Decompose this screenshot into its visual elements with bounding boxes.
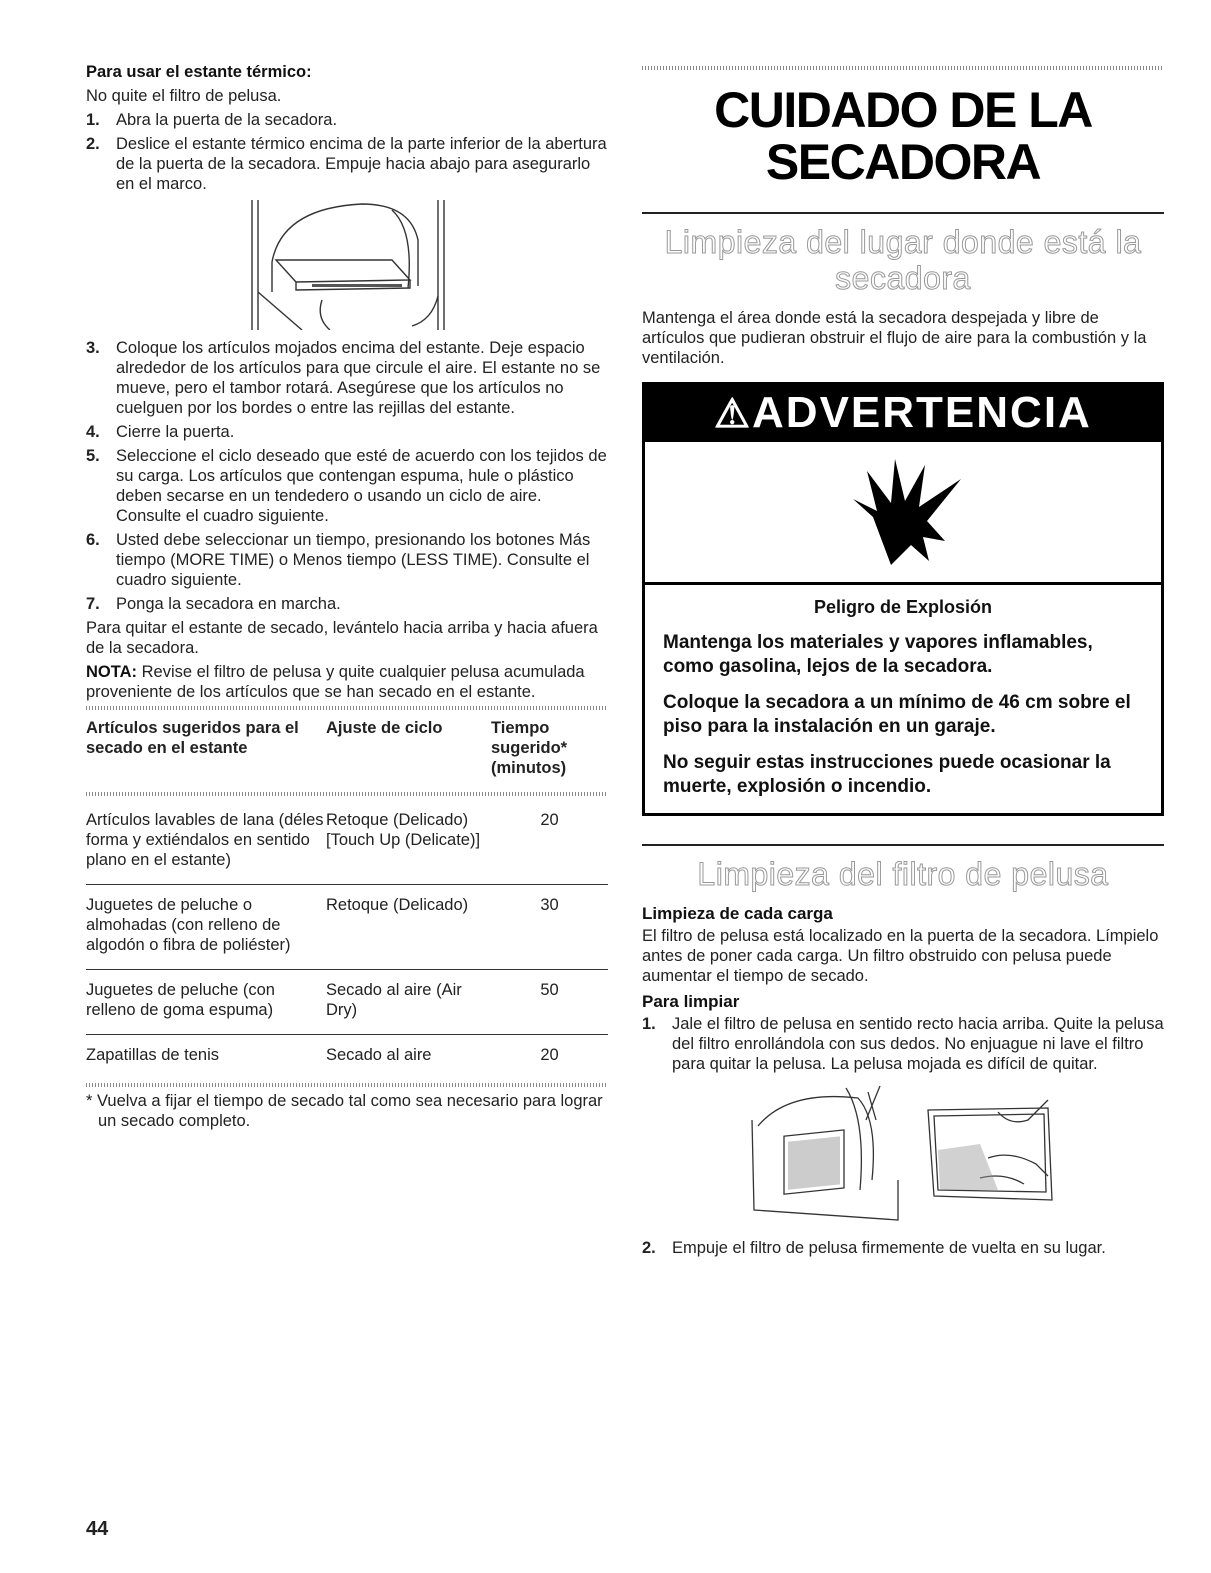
warning-body [645, 585, 1161, 813]
list-item: 4. Cierre la puerta. [86, 423, 235, 441]
table-row: Artículos lavables de lana (déles forma y extiéndalos en sentido plano en el estante) Retoque (Delicado) [Touch Up (Delicate)] 20 [86, 800, 608, 885]
list-item: 1. Abra la puerta de la secadora. [86, 111, 338, 129]
table-header-items: Artículos sugeridos para el secado en el estante [86, 719, 299, 757]
rack-heading: Para usar el estante térmico: [86, 63, 312, 81]
table-header-cycle: Ajuste de ciclo [326, 719, 443, 737]
warning-line: Coloque la secadora a un mínimo de 46 cm sobre el piso para la instalación en un garaje. [663, 692, 1131, 737]
right-column [642, 62, 1164, 1262]
table-row: Zapatillas de tenis Secado al aire 20 [86, 1046, 559, 1064]
lint-filter-illustration [748, 1080, 1058, 1230]
left-column [86, 62, 608, 1135]
location-text: Mantenga el área donde está la secadora despejada y libre de artículos que pudieran obstruir el flujo de aire para la combustión y la ventilación. [642, 309, 1147, 367]
warning-line: No seguir estas instrucciones puede ocasionar la muerte, explosión o incendio. [663, 752, 1111, 797]
list-item: 5. Seleccione el ciclo deseado que esté de acuerdo con los tejidos de su carga. Los artículos que contengan espuma, hule o plástico deben secarse en un tendedero o usando un ciclo de aire. Consulte el cuadro siguiente. [86, 447, 607, 525]
subheading-to-clean: Para limpiar [642, 992, 740, 1011]
list-item: 2. Deslice el estante térmico encima de la parte inferior de la abertura de la puerta de la secadora. Empuje hacia abajo para asegurarlo en el marco. [86, 135, 607, 193]
title-top-rule [642, 66, 1164, 70]
section-divider [642, 212, 1164, 214]
warning-line: Mantenga los materiales y vapores inflamables, como gasolina, lejos de la secadora. [663, 632, 1093, 677]
remove-rack-text: Para quitar el estante de secado, levántelo hacia arriba y hacia afuera de la secadora. [86, 619, 598, 657]
list-item: 3. Coloque los artículos mojados encima del estante. Deje espacio alrededor de los artículos para que circule el aire. El estante no se mueve, pero el tambor rotará. Asegúrese que los artículos no cuelguen por los bordes o entre las rejillas del estante. [86, 339, 601, 417]
each-load-text: El filtro de pelusa está localizado en la puerta de la secadora. Límpielo antes de poner cada carga. Un filtro obstruido con pelusa puede aumentar el tiempo de secado. [642, 927, 1159, 985]
table-bottom-rule [86, 1083, 608, 1087]
warning-box [642, 382, 1164, 816]
list-item: 7. Ponga la secadora en marcha. [86, 595, 341, 613]
section-heading-location: Limpieza del lugar donde está la secadora [664, 224, 1142, 296]
rack-drying-table [86, 714, 608, 1079]
rack-steps-a [86, 110, 608, 194]
warning-triangle-icon: ⚠ [714, 392, 753, 436]
table-row: Juguetes de peluche (con relleno de goma espuma) Secado al aire (Air Dry) 50 [86, 970, 608, 1035]
table-row: Juguetes de peluche o almohadas (con relleno de algodón o fibra de poliéster) Retoque (Delicado) 30 [86, 885, 608, 970]
warning-danger-label: Peligro de Explosión [813, 597, 993, 617]
page-number: 44 [86, 1518, 109, 1540]
subheading-each-load: Limpieza de cada carga [642, 904, 833, 923]
warning-header: ⚠ADVERTENCIA [645, 385, 1161, 442]
table-header-time: Tiempo sugerido* (minutos) [491, 719, 568, 777]
table-header-rule [86, 792, 608, 796]
rack-intro: No quite el filtro de pelusa. [86, 87, 282, 105]
list-item: 2. Empuje el filtro de pelusa firmemente de vuelta en su lugar. [642, 1239, 1106, 1257]
table-footnote: * Vuelva a fijar el tiempo de secado tal como sea necesario para lograr un secado completo. [86, 1092, 603, 1130]
list-item: 1. Jale el filtro de pelusa en sentido recto hacia arriba. Quite la pelusa del filtro enrollándola con sus dedos. No enjuague ni lave el filtro para quitar la pelusa. La pelusa mojada es difícil de quitar. [642, 1015, 1164, 1073]
section-divider [642, 844, 1164, 846]
rack-steps-b [86, 338, 608, 614]
section-heading-lint-filter: Limpieza del filtro de pelusa [697, 856, 1109, 892]
note: NOTA: Revise el filtro de pelusa y quite cualquier pelusa acumulada proveniente de los artículos que se han secado en el estante. [86, 663, 585, 701]
table-top-rule [86, 706, 608, 710]
clean-steps-2 [642, 1238, 1164, 1258]
drying-rack-illustration [242, 200, 452, 330]
page-title: CUIDADO DE LA SECADORA [714, 82, 1092, 190]
clean-steps-1 [642, 1014, 1164, 1074]
explosion-icon [645, 442, 1161, 585]
list-item: 6. Usted debe seleccionar un tiempo, presionando los botones Más tiempo (MORE TIME) o Menos tiempo (LESS TIME). Consulte el cuadro siguiente. [86, 531, 591, 589]
